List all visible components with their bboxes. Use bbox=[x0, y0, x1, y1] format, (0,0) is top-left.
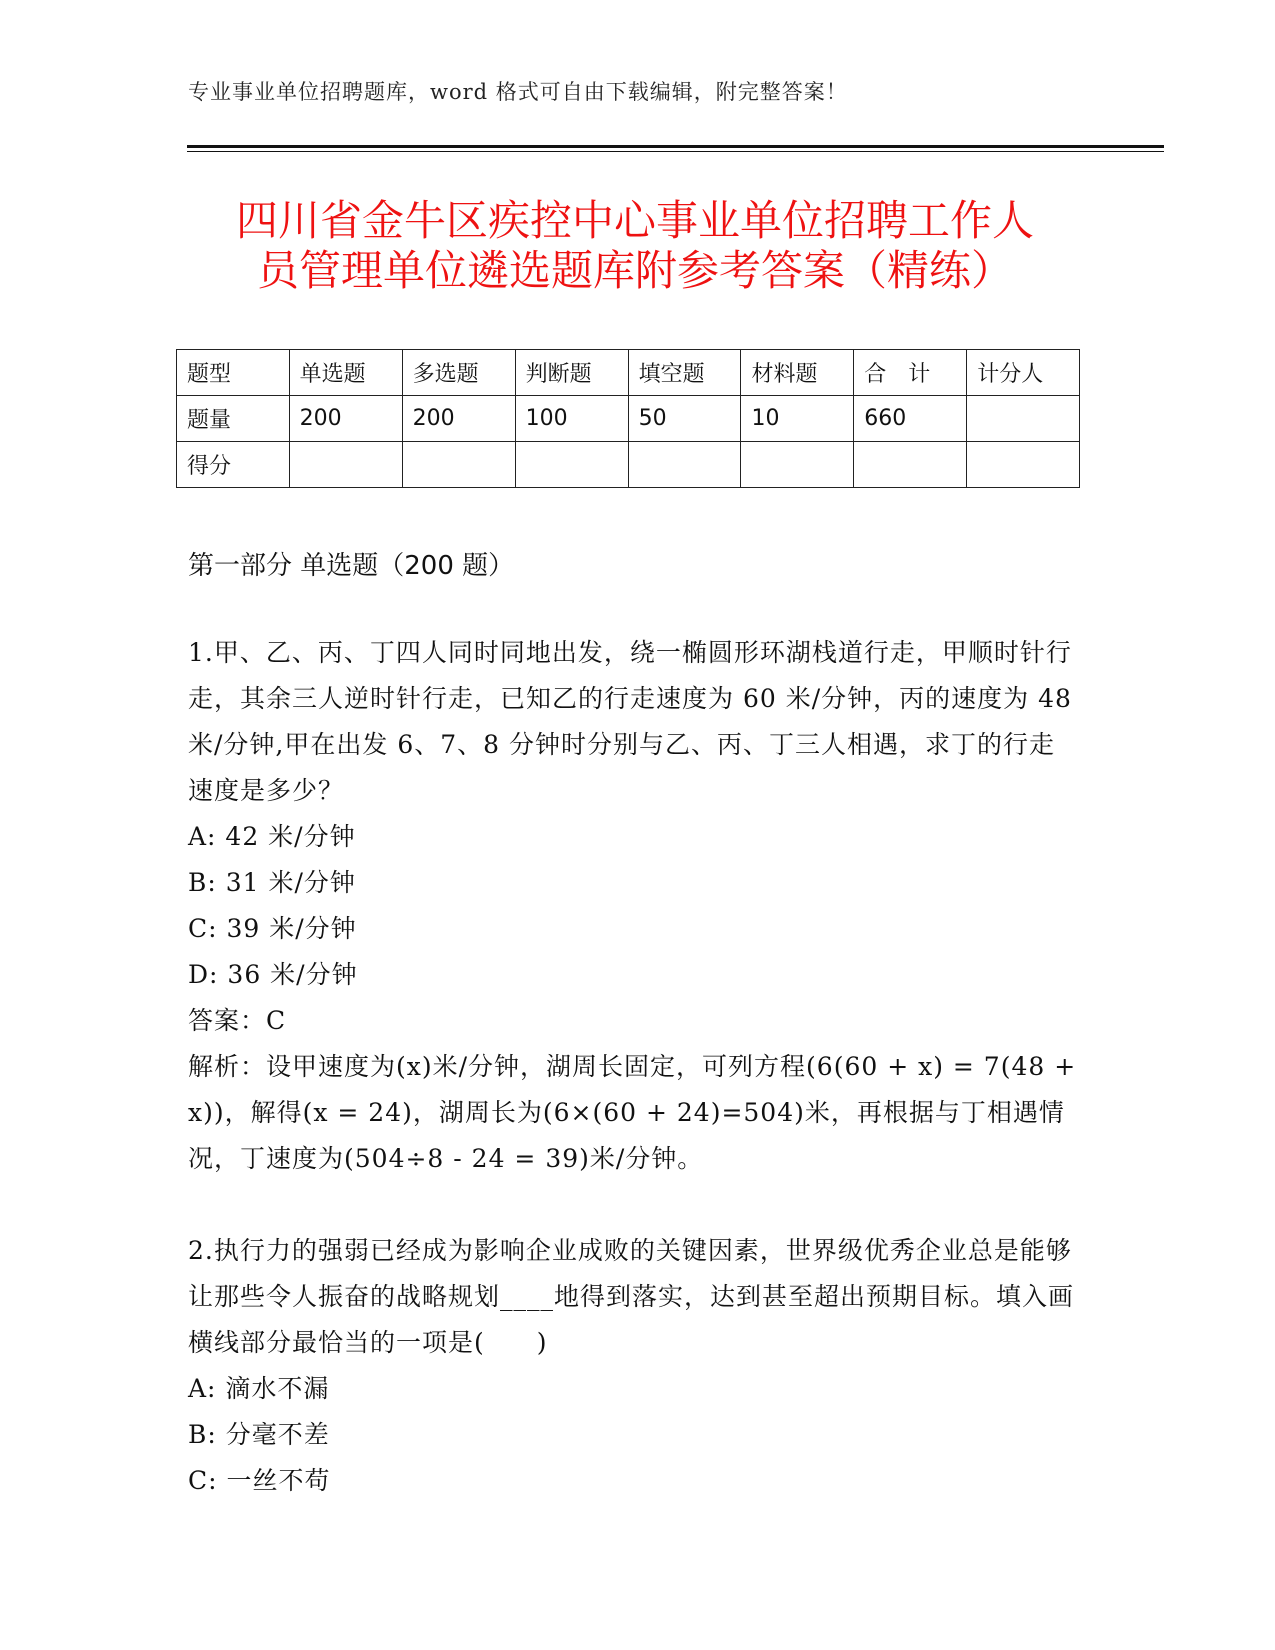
table-cell bbox=[854, 442, 967, 488]
header-note: 专业事业单位招聘题库，word 格式可自由下载编辑，附完整答案！ bbox=[188, 80, 848, 104]
table-cell: 得分 bbox=[177, 442, 290, 488]
table-score-row bbox=[177, 442, 1080, 488]
table-cell bbox=[967, 396, 1080, 442]
question-2 bbox=[188, 1228, 1078, 1504]
option-b: B: 分毫不差 bbox=[188, 1420, 330, 1449]
table-cell: 多选题 bbox=[402, 350, 515, 396]
table-cell bbox=[402, 442, 515, 488]
table-cell: 10 bbox=[741, 396, 854, 442]
table-cell bbox=[515, 442, 628, 488]
table-cell: 100 bbox=[515, 396, 628, 442]
answer-line bbox=[188, 998, 1078, 1044]
answer-value: ：C bbox=[240, 1006, 287, 1035]
table-cell: 660 bbox=[854, 396, 967, 442]
table-cell bbox=[628, 442, 741, 488]
option-a: A: 滴水不漏 bbox=[188, 1374, 330, 1403]
table-cell: 填空题 bbox=[628, 350, 741, 396]
score-table bbox=[176, 349, 1080, 488]
table-cell: 200 bbox=[289, 396, 402, 442]
analysis-label: 解析 bbox=[188, 1052, 241, 1081]
table-cell bbox=[967, 442, 1080, 488]
analysis-line bbox=[188, 1044, 1078, 1182]
header-rule-thick bbox=[187, 145, 1164, 148]
option-c: C: 一丝不苟 bbox=[188, 1466, 331, 1495]
table-cell bbox=[289, 442, 402, 488]
header-rule-thin bbox=[187, 151, 1164, 152]
table-cell bbox=[741, 442, 854, 488]
option-d: D: 36 米/分钟 bbox=[188, 960, 358, 989]
section-heading: 第一部分 单选题（200 题） bbox=[188, 551, 515, 581]
table-cell: 材料题 bbox=[741, 350, 854, 396]
table-cell: 题型 bbox=[177, 350, 290, 396]
table-cell: 50 bbox=[628, 396, 741, 442]
question-1 bbox=[188, 630, 1078, 1182]
option-a: A: 42 米/分钟 bbox=[188, 822, 356, 851]
question-stem: 2.执行力的强弱已经成为影响企业成败的关键因素，世界级优秀企业总是能够让那些令人振奋的战略规划____地得到落实，达到甚至超出预期目标。填入画横线部分最恰当的一项是( ) bbox=[188, 1236, 1075, 1357]
title-line-1: 四川省金牛区疾控中心事业单位招聘工作人 bbox=[235, 196, 1034, 245]
analysis-text: ：设甲速度为(x)米/分钟，湖周长固定，可列方程(6(60 + x) = 7(48 + x))，解得(x = 24)，湖周长为(6×(60 + 24)=504)米，再根据与丁相遇情况，丁速度为(504÷8 - 24 = 39)米/分钟。 bbox=[188, 1052, 1077, 1173]
table-cell: 单选题 bbox=[289, 350, 402, 396]
option-b: B: 31 米/分钟 bbox=[188, 868, 356, 897]
document-title bbox=[185, 196, 1085, 296]
question-stem: 1.甲、乙、丙、丁四人同时同地出发，绕一椭圆形环湖栈道行走，甲顺时针行走，其余三人逆时针行走，已知乙的行走速度为 60 米/分钟，丙的速度为 48 米/分钟,甲在出发 6、7、8 分钟时分别与乙、丙、丁三人相遇，求丁的行走速度是多少？ bbox=[188, 638, 1072, 805]
table-cell: 计分人 bbox=[967, 350, 1080, 396]
table-cell: 判断题 bbox=[515, 350, 628, 396]
answer-label: 答案 bbox=[188, 1006, 241, 1035]
title-line-2: 员管理单位遴选题库附参考答案（精练） bbox=[256, 246, 1013, 295]
table-count-row bbox=[177, 396, 1080, 442]
option-c: C: 39 米/分钟 bbox=[188, 914, 357, 943]
table-header-row bbox=[177, 350, 1080, 396]
table-cell: 题量 bbox=[177, 396, 290, 442]
table-cell: 合 计 bbox=[854, 350, 967, 396]
table-cell: 200 bbox=[402, 396, 515, 442]
